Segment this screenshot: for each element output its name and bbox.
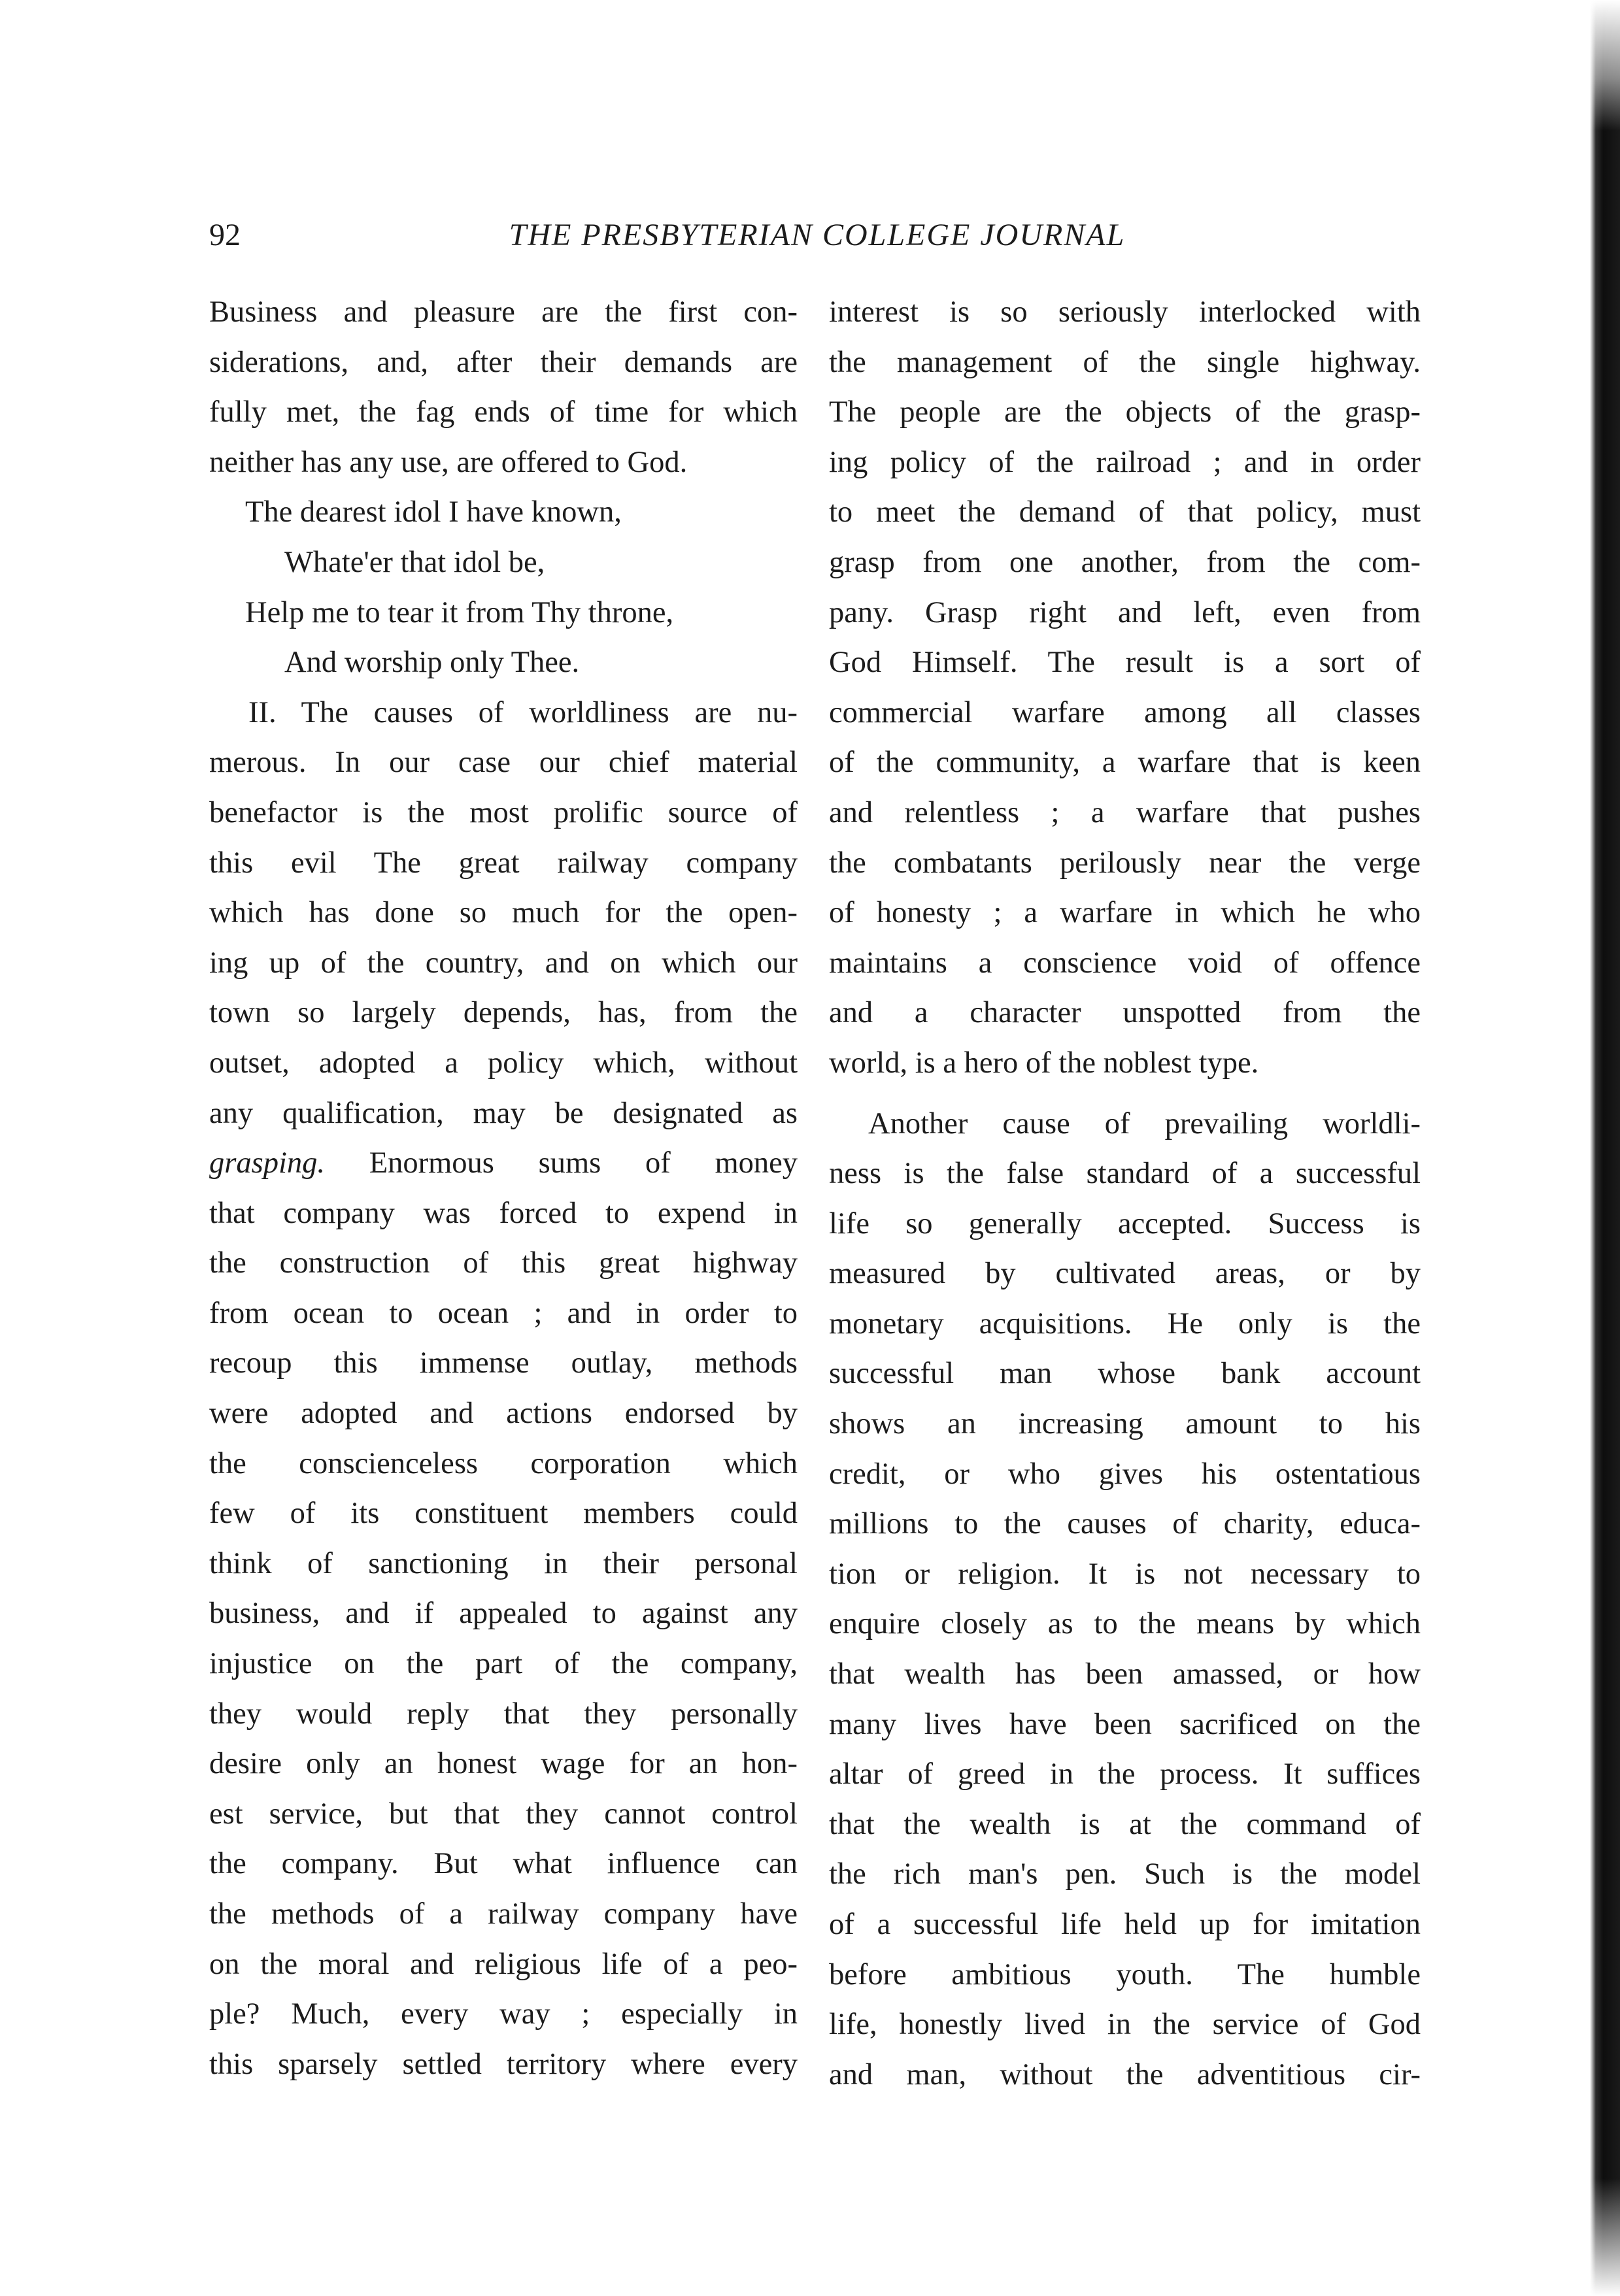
text-line: the conscienceless corporation which	[209, 1446, 798, 1480]
left-column	[209, 288, 798, 2089]
text-line: ing up of the country, and on which our	[209, 946, 798, 980]
text-line: and man, without the adventitious cir-	[829, 2057, 1421, 2091]
paragraph-first-line: Another cause of prevailing worldli-	[868, 1106, 1421, 1140]
section-heading-line: II. The causes of worldliness are nu-	[248, 695, 798, 729]
text-line: which has done so much for the open-	[209, 896, 798, 930]
text-line: monetary acquisitions. He only is the	[829, 1306, 1421, 1340]
scan-binding-edge	[1578, 0, 1620, 2296]
text-line: world, is a hero of the noblest type.	[829, 1046, 1259, 1080]
text-line: any qualification, may be designated as	[209, 1096, 798, 1130]
poem-line: Help me to tear it from Thy throne,	[245, 595, 674, 629]
text-line: and a character unspotted from the	[829, 996, 1421, 1030]
text-line: this sparsely settled territory where every	[209, 2047, 798, 2081]
text-line: think of sanctioning in their personal	[209, 1546, 798, 1580]
text-line: the construction of this great highway	[209, 1246, 798, 1280]
text-line: desire only an honest wage for an hon-	[209, 1747, 798, 1781]
poem-line: Whate'er that idol be,	[284, 545, 545, 579]
text-fragment: Enormous sums of money	[325, 1146, 798, 1180]
poem-line: The dearest idol I have known,	[245, 495, 622, 529]
text-line: successful man whose bank account	[829, 1357, 1421, 1391]
text-line: the methods of a railway company have	[209, 1897, 798, 1931]
page-number: 92	[209, 218, 241, 252]
text-line: ing policy of the railroad ; and in order	[829, 445, 1421, 479]
text-line: God Himself. The result is a sort of	[829, 646, 1421, 680]
text-line	[209, 1139, 798, 1189]
text-line: pany. Grasp right and left, even from	[829, 595, 1421, 629]
text-line: ple? Much, every way ; especially in	[209, 1997, 798, 2031]
text-line: credit, or who gives his ostentatious	[829, 1457, 1421, 1491]
text-line: measured by cultivated areas, or by	[829, 1257, 1421, 1291]
text-line: The people are the objects of the grasp-	[829, 395, 1421, 429]
text-line: injustice on the part of the company,	[209, 1647, 798, 1681]
text-line: that wealth has been amassed, or how	[829, 1657, 1421, 1691]
text-line: merous. In our case our chief material	[209, 746, 798, 780]
text-line: of the community, a warfare that is keen	[829, 746, 1421, 780]
text-line: were adopted and actions endorsed by	[209, 1397, 798, 1431]
text-line: neither has any use, are offered to God.	[209, 445, 688, 479]
text-line: from ocean to ocean ; and in order to	[209, 1296, 798, 1330]
text-line: the rich man's pen. Such is the model	[829, 1857, 1421, 1891]
text-line: of honesty ; a warfare in which he who	[829, 896, 1421, 930]
paragraph-gap	[829, 1089, 1421, 1099]
scan-binding-fade-bottom	[1578, 2178, 1620, 2296]
text-line: to meet the demand of that policy, must	[829, 495, 1421, 529]
text-line: fully met, the fag ends of time for which	[209, 395, 798, 429]
text-line: est service, but that they cannot control	[209, 1797, 798, 1831]
text-line: benefactor is the most prolific source of	[209, 795, 798, 829]
text-line: business, and if appealed to against any	[209, 1597, 798, 1631]
text-line: before ambitious youth. The humble	[829, 1957, 1421, 1991]
scan-binding-fade-top	[1578, 0, 1620, 131]
text-line: enquire closely as to the means by which	[829, 1607, 1421, 1641]
text-line: shows an increasing amount to his	[829, 1407, 1421, 1441]
text-line: tion or religion. It is not necessary to	[829, 1557, 1421, 1591]
text-line: town so largely depends, has, from the	[209, 996, 798, 1030]
text-line: of a successful life held up for imitation	[829, 1908, 1421, 1941]
text-line: and relentless ; a warfare that pushes	[829, 795, 1421, 829]
text-line: this evil The great railway company	[209, 846, 798, 880]
text-line: the combatants perilously near the verge	[829, 846, 1421, 880]
text-line: on the moral and religious life of a peo-	[209, 1947, 798, 1981]
text-line: commercial warfare among all classes	[829, 695, 1421, 729]
text-line: Business and pleasure are the first con-	[209, 295, 798, 329]
text-line: outset, adopted a policy which, without	[209, 1046, 798, 1080]
text-line: the management of the single highway.	[829, 345, 1421, 379]
text-line: maintains a conscience void of offence	[829, 946, 1421, 980]
text-line: life, honestly lived in the service of God	[829, 2008, 1421, 2042]
running-title: THE PRESBYTERIAN COLLEGE JOURNAL	[509, 218, 1126, 252]
text-line: few of its constituent members could	[209, 1497, 798, 1531]
text-line: siderations, and, after their demands are	[209, 345, 798, 379]
text-line: altar of greed in the process. It suffices	[829, 1757, 1421, 1791]
text-line: interest is so seriously interlocked with	[829, 295, 1421, 329]
text-line: that company was forced to expend in	[209, 1196, 798, 1230]
text-line: the company. But what influence can	[209, 1847, 798, 1881]
text-line: they would reply that they personally	[209, 1697, 798, 1731]
poem-line: And worship only Thee.	[284, 646, 580, 680]
text-line: many lives have been sacrificed on the	[829, 1707, 1421, 1741]
text-line: ness is the false standard of a successful	[829, 1157, 1421, 1191]
text-line: recoup this immense outlay, methods	[209, 1346, 798, 1380]
italic-word: grasping.	[209, 1146, 325, 1180]
page-header	[209, 216, 1425, 261]
text-line: grasp from one another, from the com-	[829, 545, 1421, 579]
text-line: that the wealth is at the command of	[829, 1807, 1421, 1841]
text-line: millions to the causes of charity, educa-	[829, 1507, 1421, 1541]
right-column	[829, 288, 1421, 2100]
text-line: life so generally accepted. Success is	[829, 1206, 1421, 1240]
